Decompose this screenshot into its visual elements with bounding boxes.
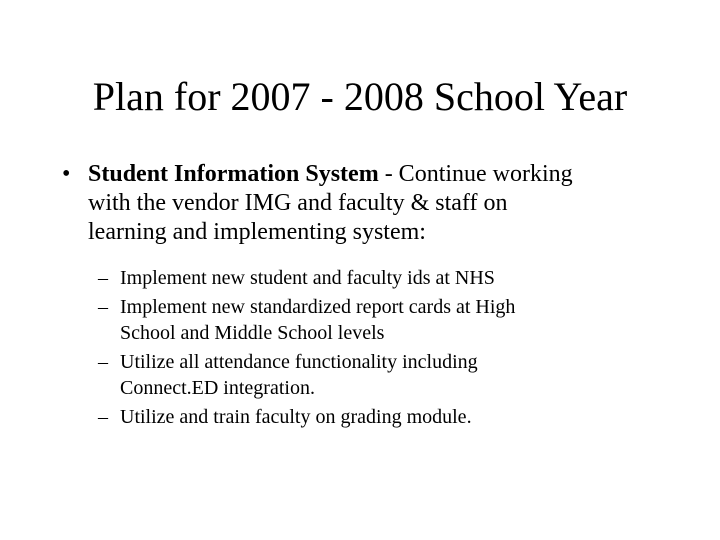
main-bullet-line-1 bbox=[88, 160, 672, 189]
sub-bullet-line: Implement new student and faculty ids at NHS bbox=[120, 267, 495, 289]
main-bullet-text-1: - Continue working bbox=[378, 161, 573, 187]
main-bullet-heading: Student Information System bbox=[88, 161, 379, 187]
sub-bullet-list bbox=[98, 265, 672, 430]
sub-bullet-line: Utilize all attendance functionality including bbox=[120, 351, 478, 373]
main-bullet-line-2: with the vendor IMG and faculty & staff on bbox=[88, 190, 508, 216]
dash-icon: – bbox=[98, 351, 108, 373]
sub-bullet-line: Connect.ED integration. bbox=[120, 377, 315, 399]
main-bullet bbox=[62, 160, 672, 247]
slide-body bbox=[62, 160, 672, 433]
bullet-dot-icon: • bbox=[62, 161, 71, 187]
sub-bullet-line: School and Middle School levels bbox=[120, 322, 385, 344]
sub-bullet-line: Utilize and train faculty on grading module. bbox=[120, 406, 472, 428]
sub-bullet-item bbox=[98, 349, 672, 401]
main-bullet-line-3: learning and implementing system: bbox=[88, 219, 426, 245]
dash-icon: – bbox=[98, 296, 108, 318]
dash-icon: – bbox=[98, 267, 108, 289]
sub-bullet-item bbox=[98, 404, 672, 430]
sub-bullet-item bbox=[98, 265, 672, 291]
sub-bullet-line: Implement new standardized report cards at High bbox=[120, 296, 516, 318]
slide-title: Plan for 2007 - 2008 School Year bbox=[92, 74, 628, 119]
sub-bullet-item bbox=[98, 294, 672, 346]
dash-icon: – bbox=[98, 406, 108, 428]
